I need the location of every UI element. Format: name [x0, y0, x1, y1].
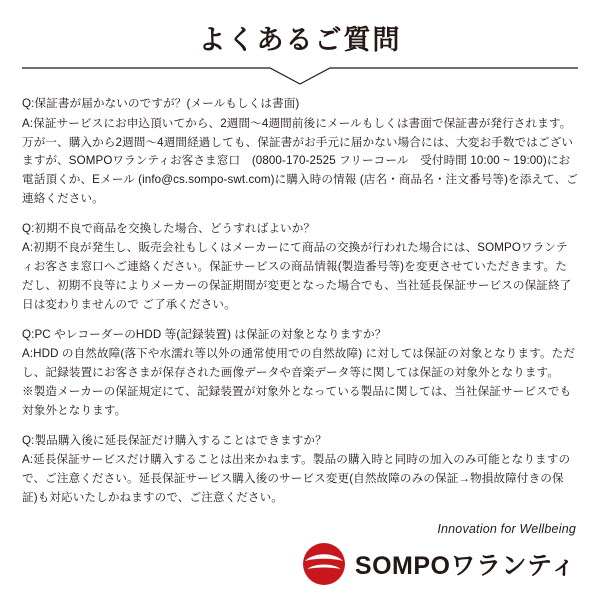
- faq-question: Q:初期不良で商品を交換した場合、どうすればよいか？: [22, 221, 316, 235]
- faq-answer: A:HDD の自然故障(落下や水濡れ等以外の通常使用での自然故障) に対しては保証の対象となります。ただし、記録装置にお客さまが保存された画像データや音楽データ等に関しては保証の対象外となります。: [22, 347, 576, 380]
- faq-answer: A:初期不良が発生し、販売会社もしくはメーカーにて商品の交換が行われた場合には、SOMPOワランティお客さま窓口へご連絡ください。保証サービスの商品情報(製造番号等)を変更させていただきます。ただし、初期不良等によりメーカーの保証期間が変更となった場合でも、当社延長保証サービスの保証終了日は変わりませんので ご了承ください。: [22, 241, 572, 311]
- faq-answer: A:延長保証サービスだけ購入することは出来かねます。製品の購入時と同時の加入のみ可能となりますので、ご注意ください。延長保証サービス購入後のサービス変更(自然故障のみの保証→物損故障付きの保証)も対応いたしかねますので、ご注意ください。: [22, 453, 571, 504]
- brand-tagline: Innovation for Wellbeing: [437, 522, 576, 536]
- faq-list: [22, 95, 578, 508]
- brand-lockup: [302, 542, 576, 586]
- brand-name: SOMPOワランティ: [354, 552, 576, 580]
- footer: [0, 520, 600, 592]
- page-title: よくあるご質問: [198, 25, 402, 55]
- title-divider: [22, 65, 578, 87]
- faq-question: Q:PC やレコーダーのHDD 等(記録装置) は保証の対象となりますか？: [22, 327, 387, 341]
- faq-item: [22, 220, 578, 315]
- faq-item: [22, 95, 578, 209]
- faq-question: Q:保証書が届かないのですが？(メールもしくは書面): [22, 97, 300, 110]
- faq-question: Q:製品購入後に延長保証だけ購入することはできますか？: [22, 433, 327, 447]
- faq-item: [22, 326, 578, 421]
- faq-note: ※製造メーカーの保証規定にて、記録装置が対象外となっている製品に関しては、当社保証サービスでも対象外となります。: [22, 384, 572, 417]
- sompo-logo-icon: [302, 542, 346, 586]
- faq-item: [22, 432, 578, 508]
- faq-answer: A:保証サービスにお申込頂いてから、2週間〜4週間前後にメールもしくは書面で保証書が発行されます。万が一、購入から2週間〜4週間経過しても、保証書がお手元に届かない場合には、大変お手数ではございますが、SOMPOワランティお客さま窓口 (0800-170-2525 フリーコール 受付時間 10:00 ~ 19:00)にお電話頂くか、Eメール (info@cs.sompo-swt.com)に購入時の情報 (店名・商品名・注文番号等)を添えて、ご連絡ください。: [22, 116, 578, 205]
